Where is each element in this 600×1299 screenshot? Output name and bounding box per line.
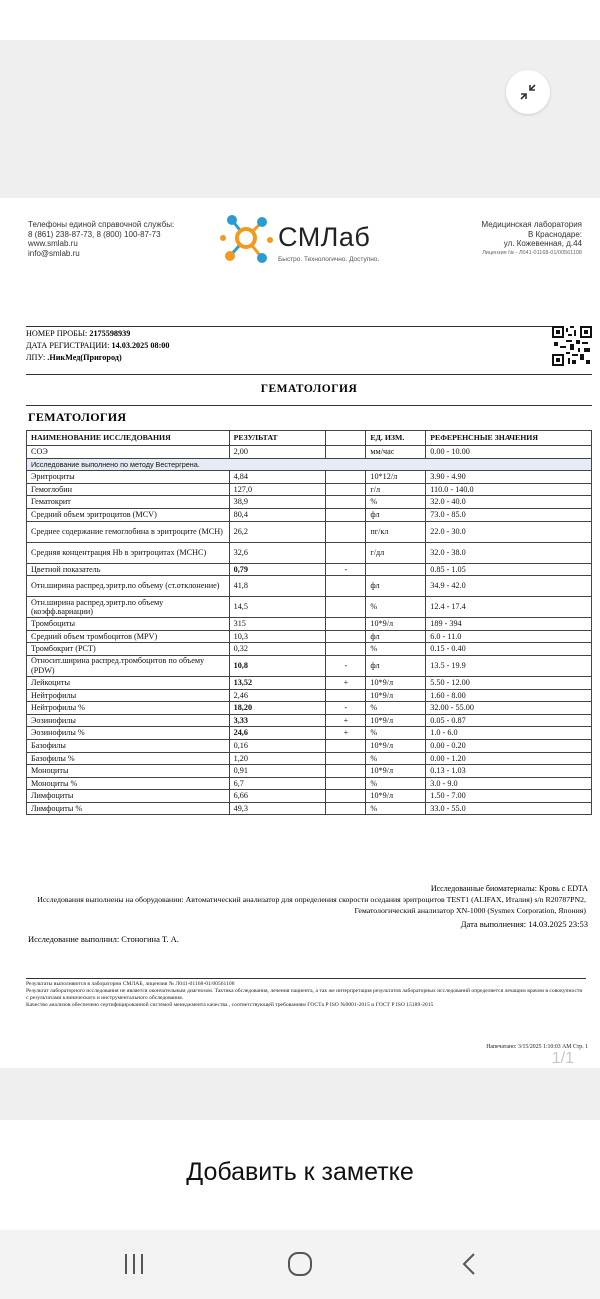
result-cell: 0,16 — [229, 739, 326, 752]
reference-cell: 189 - 394 — [426, 618, 592, 631]
result-cell: 127,0 — [229, 483, 326, 496]
completion-date: Дата выполнения: 14.03.2025 23:53 — [460, 919, 588, 929]
table-row — [27, 752, 592, 765]
qr-code-icon — [552, 326, 592, 366]
lab-address — [482, 220, 582, 258]
test-name-cell: Тромбокрит (PCT) — [27, 643, 230, 656]
table-row — [27, 471, 592, 484]
column-header: НАИМЕНОВАНИЕ ИССЛЕДОВАНИЯ — [27, 431, 230, 446]
reference-cell: 0.15 - 0.40 — [426, 643, 592, 656]
table-row — [27, 739, 592, 752]
result-cell: 3,33 — [229, 714, 326, 727]
table-row — [27, 542, 592, 563]
table-row — [27, 714, 592, 727]
test-name-cell: Базофилы % — [27, 752, 230, 765]
flag-cell — [326, 542, 366, 563]
logo-text: СМЛаб — [278, 222, 371, 252]
unit-cell: % — [366, 777, 426, 790]
table-header-row — [27, 431, 592, 446]
reference-cell: 0.00 - 10.00 — [426, 446, 592, 459]
test-name-cell: Средний объем тромбоцитов (MPV) — [27, 630, 230, 643]
test-name-cell: Лимфоциты % — [27, 802, 230, 815]
test-name-cell: Базофилы — [27, 739, 230, 752]
column-header: РЕФЕРЕНСНЫЕ ЗНАЧЕНИЯ — [426, 431, 592, 446]
status-bar — [0, 0, 600, 40]
reference-cell: 12.4 - 17.4 — [426, 597, 592, 618]
navigation-bar — [0, 1230, 600, 1299]
test-name-cell: Эритроциты — [27, 471, 230, 484]
recent-apps-icon — [121, 1251, 147, 1277]
test-name-cell: Цветной показатель — [27, 563, 230, 576]
unit-cell: % — [366, 496, 426, 509]
unit-cell: 10*9/л — [366, 739, 426, 752]
reference-cell: 1.0 - 6.0 — [426, 727, 592, 740]
biomaterials-note: Исследованные биоматериалы: Кровь с EDTA — [430, 884, 588, 893]
contact-line: www.smlab.ru — [28, 239, 78, 248]
contact-line: info@smlab.ru — [28, 248, 80, 258]
reference-cell: 3.90 - 4.90 — [426, 471, 592, 484]
table-row — [27, 655, 592, 676]
flag-cell: + — [326, 714, 366, 727]
address-line: ул. Кожевенная, д.44 — [503, 239, 582, 248]
result-cell: 18,20 — [229, 702, 326, 715]
method-note-row — [27, 458, 592, 471]
sample-number-label: НОМЕР ПРОБЫ: — [26, 329, 88, 338]
test-name-cell: Относит.ширина распред.тромбоцитов по объему (PDW) — [27, 655, 230, 676]
reference-cell: 0.00 - 1.20 — [426, 752, 592, 765]
flag-cell — [326, 446, 366, 459]
result-cell: 14,5 — [229, 597, 326, 618]
result-cell: 26,2 — [229, 521, 326, 542]
column-header: ЕД. ИЗМ. — [366, 431, 426, 446]
test-name-cell: Нейтрофилы % — [27, 702, 230, 715]
reference-cell: 0.00 - 0.20 — [426, 739, 592, 752]
add-to-note-label: Добавить к заметке — [186, 1158, 414, 1186]
test-name-cell: Гемоглобин — [27, 483, 230, 496]
test-name-cell: Тромбоциты — [27, 618, 230, 631]
method-note: Исследование выполнено по методу Вестергрена. — [27, 458, 592, 471]
flag-cell: - — [326, 702, 366, 715]
unit-cell: пг/кл — [366, 521, 426, 542]
flag-cell — [326, 471, 366, 484]
table-row — [27, 676, 592, 689]
reference-cell: 6.0 - 11.0 — [426, 630, 592, 643]
add-to-note-button[interactable] — [0, 1120, 600, 1230]
flag-cell — [326, 508, 366, 521]
flag-cell — [326, 689, 366, 702]
reference-cell: 32.0 - 38.0 — [426, 542, 592, 563]
reference-cell: 22.0 - 30.0 — [426, 521, 592, 542]
result-cell: 0,32 — [229, 643, 326, 656]
table-row — [27, 483, 592, 496]
sample-number-row — [26, 328, 592, 340]
address-line: Медицинская лаборатория — [481, 220, 582, 229]
result-cell: 6,66 — [229, 790, 326, 803]
flag-cell — [326, 496, 366, 509]
result-cell: 4,84 — [229, 471, 326, 484]
flag-cell — [326, 752, 366, 765]
result-cell: 80,4 — [229, 508, 326, 521]
lpu-label: ЛПУ: — [26, 353, 46, 362]
flag-cell — [326, 643, 366, 656]
table-row — [27, 689, 592, 702]
flag-cell — [326, 790, 366, 803]
unit-cell: % — [366, 597, 426, 618]
back-icon — [457, 1251, 483, 1277]
flag-cell — [326, 739, 366, 752]
table-row — [27, 521, 592, 542]
address-line: В Краснодаре: — [527, 229, 582, 239]
unit-cell: 10*9/л — [366, 714, 426, 727]
table-row — [27, 702, 592, 715]
reference-cell: 0.85 - 1.05 — [426, 563, 592, 576]
test-name-cell: Лимфоциты — [27, 790, 230, 803]
reference-cell: 34.9 - 42.0 — [426, 576, 592, 597]
reference-cell: 0.05 - 0.87 — [426, 714, 592, 727]
test-name-cell: Моноциты — [27, 765, 230, 778]
flag-cell: - — [326, 655, 366, 676]
table-row — [27, 727, 592, 740]
flag-cell: + — [326, 676, 366, 689]
reference-cell: 0.13 - 1.03 — [426, 765, 592, 778]
test-name-cell: Средняя концентрация Hb в эритроцитах (MCHC) — [27, 542, 230, 563]
table-row — [27, 802, 592, 815]
results-table — [26, 430, 592, 815]
test-name-cell: Отн.ширина распред.эритр.по объему (коэфф.вариации) — [27, 597, 230, 618]
unit-cell: % — [366, 643, 426, 656]
test-name-cell: Гематокрит — [27, 496, 230, 509]
test-name-cell: Моноциты % — [27, 777, 230, 790]
contact-line: Телефоны единой справочной службы: — [28, 220, 175, 229]
result-cell: 1,20 — [229, 752, 326, 765]
performed-by: Исследование выполнил: Стоногина Т. А. — [28, 934, 179, 944]
table-row — [27, 563, 592, 576]
flag-cell: + — [326, 727, 366, 740]
flag-cell — [326, 521, 366, 542]
result-cell: 13,52 — [229, 676, 326, 689]
smlab-logo — [218, 208, 398, 270]
table-row — [27, 777, 592, 790]
results-body — [27, 446, 592, 815]
unit-cell: г/дл — [366, 542, 426, 563]
unit-cell: 10*9/л — [366, 676, 426, 689]
unit-cell: фл — [366, 508, 426, 521]
unit-cell: % — [366, 727, 426, 740]
column-header: РЕЗУЛЬТАТ — [229, 431, 326, 446]
table-row — [27, 643, 592, 656]
collapse-arrows-icon — [518, 82, 538, 102]
flag-cell — [326, 802, 366, 815]
flag-cell: - — [326, 563, 366, 576]
reference-cell: 33.0 - 55.0 — [426, 802, 592, 815]
home-button[interactable] — [280, 1248, 320, 1280]
result-cell: 6,7 — [229, 777, 326, 790]
unit-cell: 10*12/л — [366, 471, 426, 484]
section-title: ГЕМАТОЛОГИЯ — [28, 410, 127, 424]
result-cell: 10,8 — [229, 655, 326, 676]
result-cell: 2,00 — [229, 446, 326, 459]
printed-timestamp: Напечатано: 3/15/2025 1:10:03 AM Стр. 1 — [486, 1044, 588, 1050]
unit-cell: фл — [366, 576, 426, 597]
reference-cell: 32.0 - 40.0 — [426, 496, 592, 509]
registration-date-row — [26, 340, 592, 352]
result-cell: 315 — [229, 618, 326, 631]
lpu-row — [26, 352, 592, 364]
unit-cell: фл — [366, 655, 426, 676]
unit-cell: 10*9/л — [366, 618, 426, 631]
unit-cell: % — [366, 752, 426, 765]
table-row — [27, 597, 592, 618]
unit-cell: мм/час — [366, 446, 426, 459]
table-row — [27, 496, 592, 509]
logo-slogan: Быстро. Технологично. Доступно. — [278, 256, 380, 263]
unit-cell: 10*9/л — [366, 765, 426, 778]
registration-date-label: ДАТА РЕГИСТРАЦИИ: — [26, 341, 110, 350]
test-name-cell: Средний объем эритроцитов (MCV) — [27, 508, 230, 521]
flag-cell — [326, 777, 366, 790]
disclaimer — [26, 978, 586, 1009]
reference-cell: 73.0 - 85.0 — [426, 508, 592, 521]
disclaimer-line: Качество анализов обеспечено сертифицированной системой менеджмента качества , соответствующей требованиям ГОСТа Р ISO №9001-2015 и ГОСТ Р ISO 15189-2015 — [26, 1002, 434, 1008]
result-cell: 2,46 — [229, 689, 326, 702]
unit-cell: 10*9/л — [366, 689, 426, 702]
disclaimer-line: Результат лабораторного исследования не является окончательным диагнозом. Тактика обследования, лечения пациента, а так же интерпретация результатов лабораторных исследований определяется лечащим врачом в совокупности с результатами клинического и инструментального обследования. — [26, 988, 583, 1001]
reference-cell: 13.5 - 19.9 — [426, 655, 592, 676]
flag-cell — [326, 618, 366, 631]
reference-cell: 1.60 - 8.00 — [426, 689, 592, 702]
flag-cell — [326, 765, 366, 778]
lab-report-page — [0, 198, 600, 1068]
result-cell: 49,3 — [229, 802, 326, 815]
result-cell: 0,79 — [229, 563, 326, 576]
sample-number-value: 2175598939 — [89, 329, 131, 338]
flag-cell — [326, 630, 366, 643]
result-cell: 0,91 — [229, 765, 326, 778]
table-row — [27, 765, 592, 778]
table-row — [27, 790, 592, 803]
test-name-cell: Отн.ширина распред.эритр.по объему (ст.отклонение) — [27, 576, 230, 597]
test-name-cell: Лейкоциты — [27, 676, 230, 689]
table-row — [27, 508, 592, 521]
test-name-cell: Эозинофилы % — [27, 727, 230, 740]
main-title: ГЕМАТОЛОГИЯ — [260, 383, 358, 395]
reference-cell: 1.50 - 7.00 — [426, 790, 592, 803]
reference-cell: 110.0 - 140.0 — [426, 483, 592, 496]
contact-info — [28, 220, 174, 258]
back-button[interactable] — [450, 1248, 490, 1280]
unit-cell — [366, 563, 426, 576]
unit-cell: % — [366, 802, 426, 815]
table-row — [27, 630, 592, 643]
collapse-button[interactable] — [506, 70, 550, 114]
flag-cell — [326, 576, 366, 597]
result-cell: 32,6 — [229, 542, 326, 563]
home-icon — [286, 1250, 314, 1278]
table-row — [27, 576, 592, 597]
table-row — [27, 446, 592, 459]
table-row — [27, 618, 592, 631]
test-name-cell: СОЭ — [27, 446, 230, 459]
column-header — [326, 431, 366, 446]
reference-cell: 5.50 - 12.00 — [426, 676, 592, 689]
recent-apps-button[interactable] — [114, 1248, 154, 1280]
result-cell: 41,8 — [229, 576, 326, 597]
flag-cell — [326, 483, 366, 496]
result-cell: 38,9 — [229, 496, 326, 509]
license-number: Лицензия № - Л041-01168-01/00561108 — [482, 249, 582, 256]
test-name-cell: Эозинофилы — [27, 714, 230, 727]
unit-cell: фл — [366, 630, 426, 643]
unit-cell: 10*9/л — [366, 790, 426, 803]
reference-cell: 32.00 - 55.00 — [426, 702, 592, 715]
contact-line: 8 (861) 238-87-73, 8 (800) 100-87-73 — [28, 229, 161, 239]
reference-cell: 3.0 - 9.0 — [426, 777, 592, 790]
main-title-bar — [26, 374, 592, 406]
disclaimer-line: Результаты выполняются в лаборатории СМЛАБ, лицензия № Л041-01168-01/00561108 — [26, 981, 235, 987]
flag-cell — [326, 597, 366, 618]
page-counter: 1/1 — [551, 1050, 574, 1067]
test-name-cell: Нейтрофилы — [27, 689, 230, 702]
equipment-note: Исследования выполнены на оборудовании: Автоматический анализатор для определения скорости оседания эритроцитов TEST1 (ALIFAX, Италия) s/n R20787PN2, Гематологический анализатор XN-1000 (Sysmex Corporation, Япония) — [37, 895, 586, 915]
lpu-value: .НикМед(Пригород) — [47, 353, 122, 362]
sample-info — [26, 326, 592, 364]
unit-cell: % — [366, 702, 426, 715]
molecule-logo-icon — [218, 208, 276, 270]
result-cell: 10,3 — [229, 630, 326, 643]
unit-cell: г/л — [366, 483, 426, 496]
result-cell: 24,6 — [229, 727, 326, 740]
test-name-cell: Среднее содержание гемоглобина в эритроците (MCH) — [27, 521, 230, 542]
registration-date-value: 14.03.2025 08:00 — [111, 341, 170, 350]
